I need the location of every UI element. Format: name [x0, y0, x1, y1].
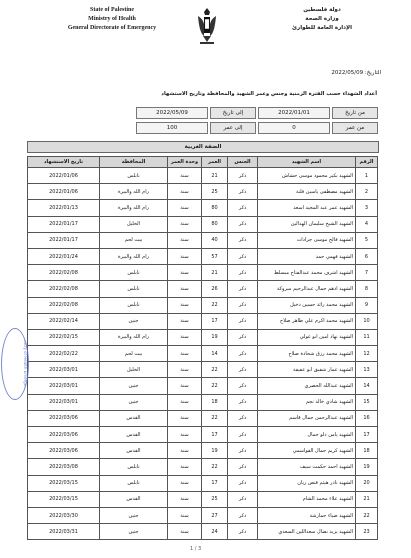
table-row: [28, 216, 378, 232]
cell-date: 2022/03/01: [28, 394, 100, 410]
cell-gender: ذكر: [228, 232, 258, 248]
cell-age: 25: [202, 491, 228, 507]
cell-gender: ذكر: [228, 265, 258, 281]
table-row: [28, 281, 378, 297]
cell-age-unit: سنة: [168, 168, 202, 184]
cell-name: الشهيد نهاد امين ابو غولي: [258, 329, 356, 345]
cell-age-unit: سنة: [168, 410, 202, 426]
cell-gender: ذكر: [228, 346, 258, 362]
table-row: [28, 329, 378, 345]
cell-number: 3: [356, 200, 378, 216]
cell-number: 8: [356, 281, 378, 297]
cell-gender: ذكر: [228, 443, 258, 459]
cell-gender: ذكر: [228, 248, 258, 264]
to-age-value: 100: [136, 122, 208, 134]
header-en-line-2: Ministry of Health: [88, 16, 136, 22]
cell-gender: ذكر: [228, 168, 258, 184]
table-row: [28, 410, 378, 426]
cell-gender: ذكر: [228, 200, 258, 216]
header-en-line-1: State of Palestine: [90, 7, 134, 13]
cell-name: الشهيد عبدالرحمن جمال قاسم: [258, 410, 356, 426]
cell-name: الشهيد مصطفى ياسين فلنة: [258, 184, 356, 200]
cell-governorate: جنين: [100, 313, 168, 329]
from-date-label: من تاريخ: [332, 107, 378, 119]
cell-gender: ذكر: [228, 524, 258, 540]
cell-number: 5: [356, 232, 378, 248]
cell-governorate: بيت لحم: [100, 346, 168, 362]
cell-number: 4: [356, 216, 378, 232]
cell-age-unit: سنة: [168, 394, 202, 410]
cell-number: 17: [356, 427, 378, 443]
cell-age: 17: [202, 475, 228, 491]
cell-governorate: القدس: [100, 410, 168, 426]
report-date: [331, 70, 381, 76]
cell-number: 22: [356, 507, 378, 523]
cell-number: 19: [356, 459, 378, 475]
cell-governorate: نابلس: [100, 281, 168, 297]
cell-gender: ذكر: [228, 297, 258, 313]
report-title: أعداد الشهداء حسب الفترة الزمنية وجنس وعمر الشهيد والمحافظة وتاريخ الاستشهاد: [161, 91, 377, 97]
cell-gender: ذكر: [228, 475, 258, 491]
cell-age: 19: [202, 443, 228, 459]
report-date-label: التاريخ:: [364, 70, 381, 76]
table-row: [28, 265, 378, 281]
col-header-age-unit: وحدة العمر: [168, 157, 202, 168]
cell-governorate: رام الله والبيرة: [100, 329, 168, 345]
header-ar-line-1: دولة فلسطين: [303, 7, 341, 13]
region-header: الضفة الغربية: [27, 141, 379, 153]
cell-governorate: رام الله والبيرة: [100, 248, 168, 264]
cell-date: 2022/03/01: [28, 378, 100, 394]
cell-name: الشهيد علاء محمد الشام: [258, 491, 356, 507]
table-row: [28, 524, 378, 540]
cell-date: 2022/03/15: [28, 491, 100, 507]
cell-name: الشهيد محمد رائد حسين دخيل: [258, 297, 356, 313]
from-age-label: من عمر: [332, 122, 378, 134]
table-row: [28, 184, 378, 200]
cell-age: 19: [202, 329, 228, 345]
from-date-value: 2022/01/01: [258, 107, 330, 119]
cell-gender: ذكر: [228, 329, 258, 345]
to-age-label: إلى عمر: [210, 122, 256, 134]
cell-number: 21: [356, 491, 378, 507]
eagle-emblem-icon: [194, 6, 220, 46]
cell-governorate: نابلس: [100, 459, 168, 475]
cell-age-unit: سنة: [168, 346, 202, 362]
cell-age-unit: سنة: [168, 475, 202, 491]
cell-age: 22: [202, 362, 228, 378]
cell-number: 7: [356, 265, 378, 281]
cell-age-unit: سنة: [168, 443, 202, 459]
cell-governorate: جنين: [100, 378, 168, 394]
cell-name: الشهيد محمد رزق شحادة صلاح: [258, 346, 356, 362]
table-row: [28, 232, 378, 248]
cell-name: الشهيد احمد حكمت سيف: [258, 459, 356, 475]
cell-age-unit: سنة: [168, 232, 202, 248]
header-en-line-3: General Directorate of Emergency: [67, 25, 157, 31]
cell-name: الشهيد اشرف محمد عبدالفتاح مبسلط: [258, 265, 356, 281]
cell-age: 80: [202, 216, 228, 232]
header-ar-line-3: الإدارة العامة للطوارئ: [291, 25, 352, 31]
cell-number: 18: [356, 443, 378, 459]
cell-date: 2022/01/24: [28, 248, 100, 264]
table-header-row: [28, 157, 378, 168]
cell-name: الشهيد محمد اكرم علي طاهر صلاح: [258, 313, 356, 329]
cell-age-unit: سنة: [168, 491, 202, 507]
cell-age: 26: [202, 281, 228, 297]
cell-age: 25: [202, 184, 228, 200]
cell-age-unit: سنة: [168, 427, 202, 443]
cell-gender: ذكر: [228, 281, 258, 297]
table-row: [28, 459, 378, 475]
cell-name: الشهيد كريم جمال القواسمي: [258, 443, 356, 459]
table-row: [28, 200, 378, 216]
cell-number: 11: [356, 329, 378, 345]
col-header-gender: الجنس: [228, 157, 258, 168]
cell-name: الشهيد يامن دلو جمال: [258, 427, 356, 443]
cell-governorate: جنين: [100, 394, 168, 410]
table-row: [28, 362, 378, 378]
cell-gender: ذكر: [228, 427, 258, 443]
cell-number: 23: [356, 524, 378, 540]
cell-age: 18: [202, 394, 228, 410]
cell-number: 12: [356, 346, 378, 362]
table-row: [28, 378, 378, 394]
cell-date: 2022/02/14: [28, 313, 100, 329]
cell-gender: ذكر: [228, 313, 258, 329]
cell-date: 2022/03/06: [28, 443, 100, 459]
col-header-name: اسم الشهيد: [258, 157, 356, 168]
cell-governorate: القدس: [100, 427, 168, 443]
cell-governorate: جنين: [100, 507, 168, 523]
cell-governorate: جنين: [100, 524, 168, 540]
cell-date: 2022/03/15: [28, 475, 100, 491]
table-row: [28, 313, 378, 329]
cell-number: 2: [356, 184, 378, 200]
cell-number: 20: [356, 475, 378, 491]
table-row: [28, 248, 378, 264]
table-row: [28, 297, 378, 313]
cell-name: الشهيد عبدالله الحصري: [258, 378, 356, 394]
cell-age-unit: سنة: [168, 200, 202, 216]
table-row: [28, 427, 378, 443]
cell-date: 2022/02/22: [28, 346, 100, 362]
cell-date: 2022/01/17: [28, 216, 100, 232]
cell-number: 13: [356, 362, 378, 378]
cell-gender: ذكر: [228, 394, 258, 410]
cell-name: الشهيد عمر عبد المجيد اسعد: [258, 200, 356, 216]
from-age-value: 0: [258, 122, 330, 134]
cell-age-unit: سنة: [168, 524, 202, 540]
cell-date: 2022/01/17: [28, 232, 100, 248]
cell-governorate: القدس: [100, 443, 168, 459]
cell-number: 6: [356, 248, 378, 264]
cell-governorate: رام الله والبيرة: [100, 184, 168, 200]
cell-age: 22: [202, 459, 228, 475]
cell-age: 17: [202, 427, 228, 443]
cell-governorate: بيت لحم: [100, 232, 168, 248]
cell-name: الشهيد ادهم جمال عبدالرحيم مبروكة: [258, 281, 356, 297]
cell-date: 2022/03/06: [28, 427, 100, 443]
cell-number: 9: [356, 297, 378, 313]
cell-name: الشهيد الشيخ سليمان الهذالين: [258, 216, 356, 232]
cell-age: 22: [202, 378, 228, 394]
table-row: [28, 443, 378, 459]
cell-age: 22: [202, 410, 228, 426]
cell-age: 21: [202, 265, 228, 281]
cell-name: الشهيد بكير محمود موسى حشاش: [258, 168, 356, 184]
cell-age: 40: [202, 232, 228, 248]
cell-age: 57: [202, 248, 228, 264]
cell-number: 10: [356, 313, 378, 329]
cell-age: 80: [202, 200, 228, 216]
cell-governorate: الخليل: [100, 362, 168, 378]
cell-age-unit: سنة: [168, 248, 202, 264]
table-row: [28, 168, 378, 184]
cell-age-unit: سنة: [168, 329, 202, 345]
cell-name: الشهيد يزيد نضال سعداللين السعدي: [258, 524, 356, 540]
cell-age-unit: سنة: [168, 297, 202, 313]
table-row: [28, 491, 378, 507]
cell-date: 2022/02/15: [28, 329, 100, 345]
cell-name: الشهيد فهمي حمد: [258, 248, 356, 264]
cell-governorate: نابلس: [100, 265, 168, 281]
cell-date: 2022/03/01: [28, 362, 100, 378]
header-ar-line-2: وزارة الصحة: [305, 16, 339, 22]
cell-number: 14: [356, 378, 378, 394]
cell-name: الشهيد نادر هيثم قنص ريان: [258, 475, 356, 491]
cell-gender: ذكر: [228, 216, 258, 232]
cell-age-unit: سنة: [168, 281, 202, 297]
header-arabic: [277, 6, 367, 33]
table-row: [28, 394, 378, 410]
col-header-age: العمر: [202, 157, 228, 168]
cell-date: 2022/03/31: [28, 524, 100, 540]
cell-date: 2022/01/06: [28, 184, 100, 200]
cell-age-unit: سنة: [168, 378, 202, 394]
cell-age: 24: [202, 524, 228, 540]
cell-age-unit: سنة: [168, 313, 202, 329]
cell-date: 2022/03/30: [28, 507, 100, 523]
cell-gender: ذكر: [228, 491, 258, 507]
cell-name: الشهيد عمار شفيق ابو عفيفة: [258, 362, 356, 378]
cell-gender: ذكر: [228, 459, 258, 475]
cell-date: 2022/01/13: [28, 200, 100, 216]
cell-age: 17: [202, 313, 228, 329]
cell-governorate: الخليل: [100, 216, 168, 232]
cell-date: 2022/03/08: [28, 459, 100, 475]
cell-name: الشهيد فالح موسى جرادات: [258, 232, 356, 248]
cell-name: الشهيد ضياء حمارشة: [258, 507, 356, 523]
to-date-label: إلى تاريخ: [210, 107, 256, 119]
cell-name: الشهيد شادي خالد نجم: [258, 394, 356, 410]
cell-number: 15: [356, 394, 378, 410]
cell-age-unit: سنة: [168, 362, 202, 378]
cell-age-unit: سنة: [168, 184, 202, 200]
col-header-governorate: المحافظة: [100, 157, 168, 168]
cell-governorate: نابلس: [100, 297, 168, 313]
cell-date: 2022/01/06: [28, 168, 100, 184]
cell-date: 2022/02/08: [28, 265, 100, 281]
cell-age: 27: [202, 507, 228, 523]
cell-age: 22: [202, 297, 228, 313]
col-header-date: تاريخ الاستشهاد: [28, 157, 100, 168]
cell-date: 2022/02/08: [28, 297, 100, 313]
report-date-value: 2022/05/09: [331, 70, 364, 76]
cell-age-unit: سنة: [168, 459, 202, 475]
cell-number: 16: [356, 410, 378, 426]
col-header-number: الرقم: [356, 157, 378, 168]
to-date-value: 2022/05/09: [136, 107, 208, 119]
cell-date: 2022/02/08: [28, 281, 100, 297]
cell-gender: ذكر: [228, 362, 258, 378]
official-stamp: Ministry of Health Emergency: [1, 328, 29, 400]
cell-age: 21: [202, 168, 228, 184]
cell-gender: ذكر: [228, 184, 258, 200]
cell-number: 1: [356, 168, 378, 184]
page-number: 1 / 3: [190, 546, 202, 552]
header-english: [52, 6, 172, 33]
cell-age-unit: سنة: [168, 216, 202, 232]
cell-governorate: نابلس: [100, 168, 168, 184]
cell-date: 2022/03/06: [28, 410, 100, 426]
cell-gender: ذكر: [228, 507, 258, 523]
cell-age-unit: سنة: [168, 507, 202, 523]
table-row: [28, 346, 378, 362]
table-row: [28, 507, 378, 523]
cell-governorate: نابلس: [100, 475, 168, 491]
cell-age: 14: [202, 346, 228, 362]
cell-governorate: القدس: [100, 491, 168, 507]
cell-gender: ذكر: [228, 378, 258, 394]
cell-age-unit: سنة: [168, 265, 202, 281]
table-row: [28, 475, 378, 491]
cell-gender: ذكر: [228, 410, 258, 426]
cell-governorate: رام الله والبيرة: [100, 200, 168, 216]
martyrs-table: [27, 156, 378, 540]
